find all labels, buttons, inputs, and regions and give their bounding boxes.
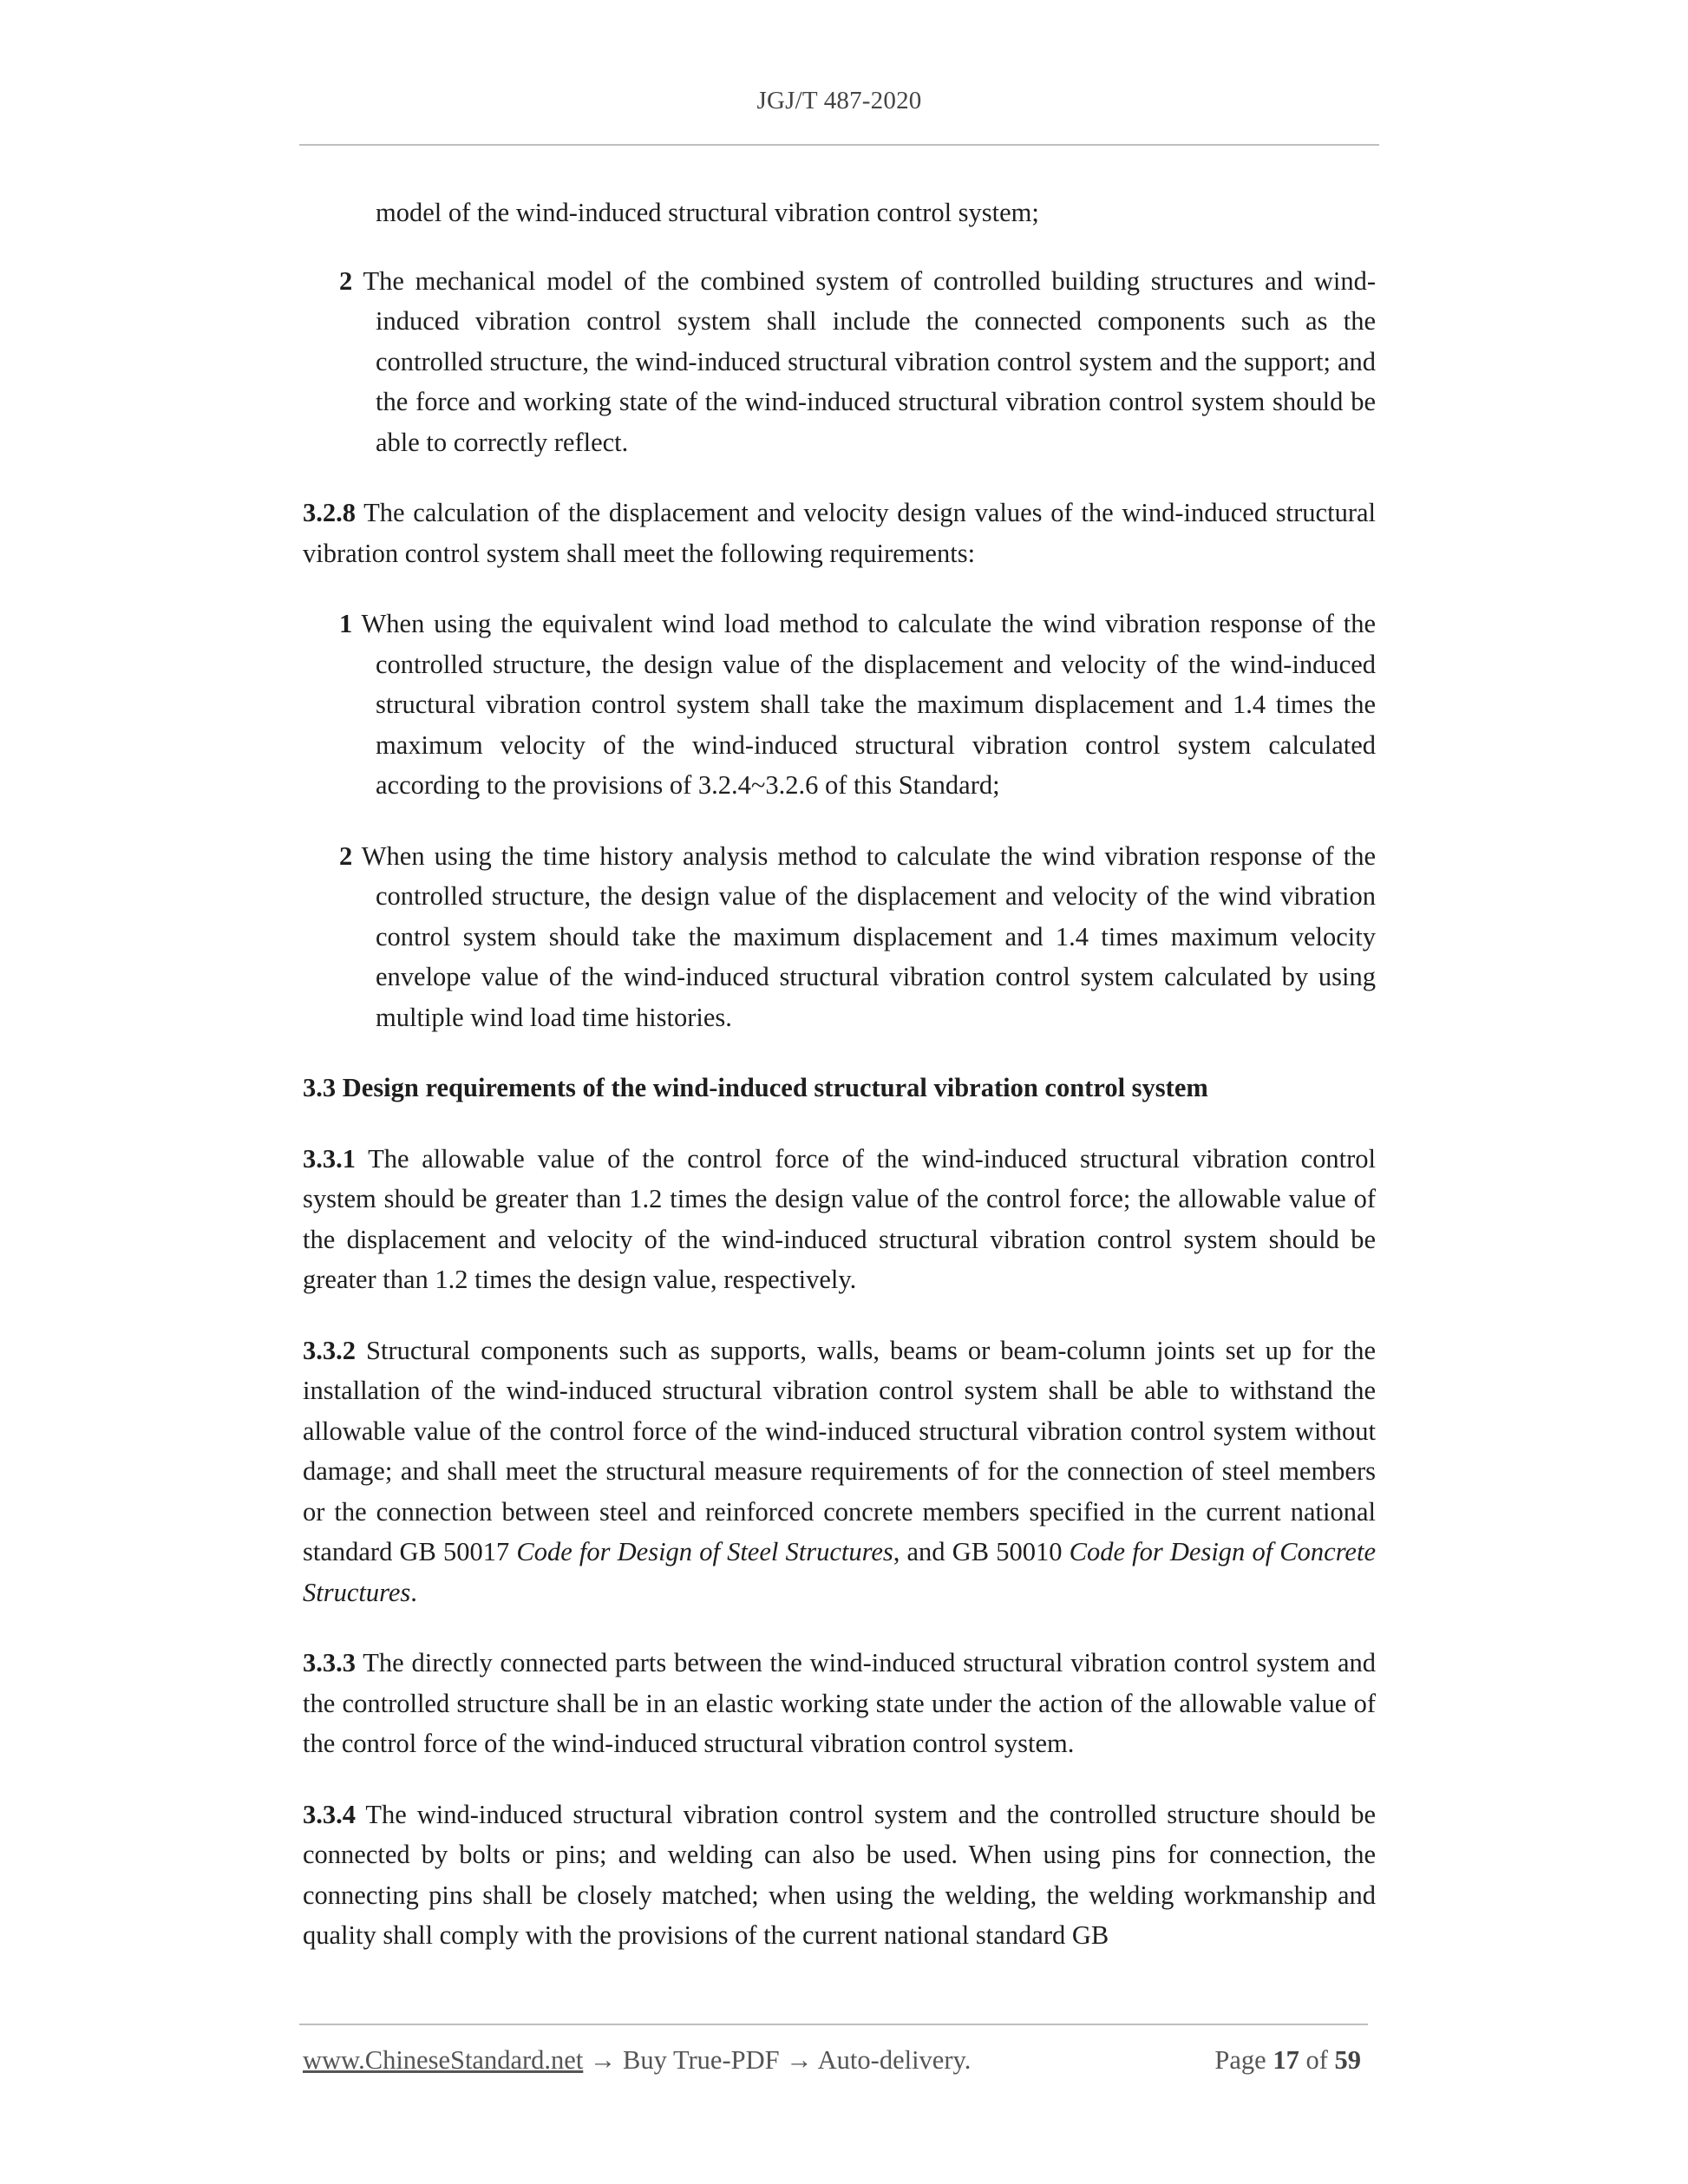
item-number: 2 <box>339 840 353 871</box>
clause-number: 3.3.3 <box>303 1648 356 1677</box>
clause-text: The wind-induced structural vibration control system and the controlled structure should be connected by bolts or pins; and welding can also be used. When using pins for connection, the connecting pins shall be closely matched; when using the welding, the welding workmanship and quality shall comply with the provisions of the current national standard GB <box>303 1799 1376 1950</box>
clause-text: The calculation of the displacement and velocity design values of the wind-induced structural vibration control system shall meet the following requirements: <box>303 498 1376 568</box>
footer-divider <box>299 2024 1368 2025</box>
item-number: 1 <box>339 609 353 638</box>
delivery-text: Auto-delivery. <box>817 2045 972 2075</box>
clause-text-mid: , and GB 50010 <box>893 1537 1070 1566</box>
page-content <box>303 193 1376 1986</box>
continued-line: model of the wind-induced structural vibration control system; <box>376 198 1039 227</box>
page-number: 17 <box>1273 2045 1299 2075</box>
standard-title-steel: Code for Design of Steel Structures <box>516 1537 893 1566</box>
page-indicator <box>1214 2045 1361 2076</box>
clause-number: 3.3.4 <box>303 1799 356 1829</box>
clause-3-3-3 <box>303 1643 1376 1764</box>
clause-text: The directly connected parts between the wind-induced structural vibration control system and the controlled structure shall be in an elastic working state under the action of the allowable value of the control force of the wind-induced structural vibration control system. <box>303 1648 1376 1758</box>
item-text: When using the equivalent wind load method to calculate the wind vibration response of the controlled structure, the design value of the displacement and velocity of the wind-induced structural vibration control system shall take the maximum displacement and 1.4 times the maximum velocity of the wind-induced structural vibration control system calculated according to the provisions of 3.2.4~3.2.6 of this Standard; <box>352 609 1376 800</box>
clause-text-end: . <box>410 1577 417 1607</box>
clause-number: 3.3.1 <box>303 1143 356 1174</box>
buy-text: Buy True-PDF <box>623 2045 780 2075</box>
section-heading-3-3: 3.3 Design requirements of the wind-induced structural vibration control system <box>303 1073 1208 1102</box>
standard-title-concrete: Code for Design of Concrete Structures <box>303 1537 1376 1607</box>
of-label: of <box>1299 2045 1335 2075</box>
clause-3-2-8-item-1 <box>303 604 1376 806</box>
site-link[interactable]: www.ChineseStandard.net <box>303 2045 584 2075</box>
list-item-2 <box>303 261 1376 463</box>
clause-3-3-2 <box>303 1331 1376 1613</box>
clause-3-3-4 <box>303 1795 1376 1956</box>
item-text: The mechanical model of the combined system of controlled building structures and wind-induced vibration control system shall include the connected components such as the controlled structure, the wind-induced structural vibration control system and the support; and the force and working state of the wind-induced structural vibration control system should be able to correctly reflect. <box>352 265 1376 457</box>
page-label: Page <box>1214 2045 1273 2075</box>
clause-3-3-1 <box>303 1139 1376 1300</box>
arrow-icon: → <box>779 2045 818 2075</box>
arrow-icon: → <box>583 2045 624 2075</box>
item-number: 2 <box>339 265 353 296</box>
item-text: When using the time history analysis method to calculate the wind vibration response of the controlled structure, the design value of the displacement and velocity of the wind vibration control system should take the maximum displacement and 1.4 times maximum velocity envelope value of the wind-induced structural vibration control system calculated by using multiple wind load time histories. <box>352 840 1376 1032</box>
clause-number: 3.2.8 <box>303 498 356 527</box>
footer-promo <box>303 2045 971 2076</box>
document-header: JGJ/T 487-2020 <box>756 87 922 114</box>
clause-text: Structural components such as supports, walls, beams or beam-column joints set up for the installation of the wind-induced structural vibration control system shall be able to withstand the allowable value of the control force of the wind-induced structural vibration control system without damage; and shall meet the structural measure requirements of for the connection of steel members or the connection between steel and reinforced concrete members specified in the current national standard GB 50017 <box>303 1335 1376 1566</box>
clause-3-2-8-item-2 <box>303 836 1376 1038</box>
clause-number: 3.3.2 <box>303 1335 356 1365</box>
clause-3-2-8 <box>303 493 1376 573</box>
clause-text: The allowable value of the control force of the wind-induced structural vibration control system should be greater than 1.2 times the design value of the control force; the allowable value of the displacement and velocity of the wind-induced structural vibration control system should be greater than 1.2 times the design value, respectively. <box>303 1143 1376 1294</box>
page-total: 59 <box>1334 2045 1361 2075</box>
header-divider <box>299 144 1379 146</box>
